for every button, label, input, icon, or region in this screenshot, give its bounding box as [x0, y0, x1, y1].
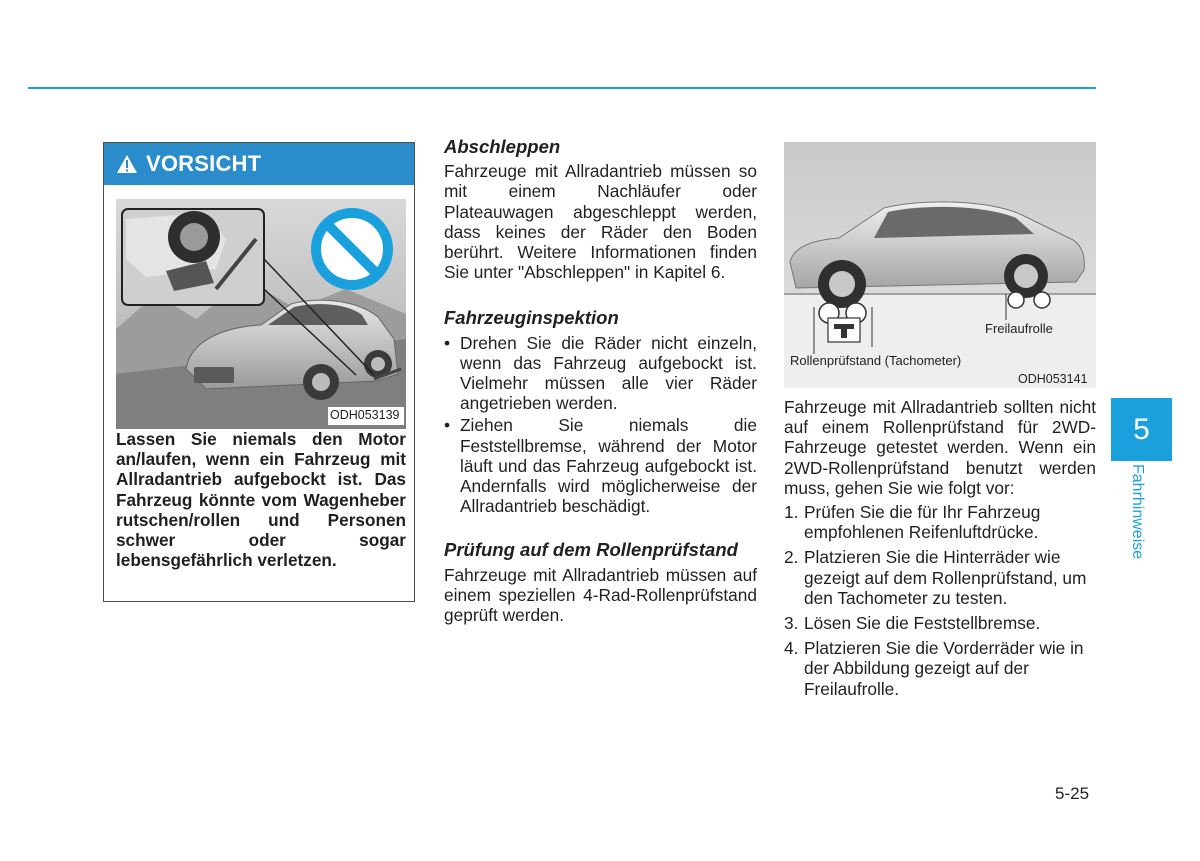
warning-title: VORSICHT: [146, 151, 262, 176]
figure-code: ODH053141: [1018, 372, 1088, 386]
list-item: 4. Platzieren Sie die Vorderräder wie in der Abbildung gezeigt auf der Freilaufrolle.: [784, 638, 1084, 699]
list-item: 3. Lösen Sie die Feststellbremse.: [784, 613, 1041, 634]
towing-heading: Abschleppen: [444, 136, 561, 157]
middle-column: [444, 137, 757, 625]
dyno-heading: Prüfung auf dem Rollenprüfstand: [444, 539, 738, 561]
warning-header: [104, 143, 414, 185]
steps-list: [784, 502, 1096, 699]
jacked-car-illustration: [116, 199, 406, 429]
list-item: 1. Prüfen Sie die für Ihr Fahrzeug empfohlenen Reifenluftdrücke.: [784, 502, 1041, 543]
list-item: • Ziehen Sie niemals die Feststellbremse, während der Motor läuft und das Fahrzeug aufgebockt ist. Andernfalls wird möglicherweise der Allradantrieb beschädigt.: [444, 415, 757, 516]
dyno-label: Rollenprüfstand (Tachometer): [790, 353, 962, 368]
inspection-list: [444, 333, 757, 517]
freewheel-label: Freilaufrolle: [985, 321, 1053, 336]
image-code: ODH053139: [330, 408, 400, 422]
towing-text: Fahrzeuge mit Allradantrieb müssen so mit einem Nachläufer oder Plateauwagen abgeschleppt werden, dass keines der Räder den Boden berührt. Weitere Informationen finden Sie unter "Abschleppen" in Kapitel 6.: [444, 161, 757, 283]
page-number: 5-25: [1055, 784, 1090, 803]
dyno-text: Fahrzeuge mit Allradantrieb müssen auf einem speziellen 4-Rad-Rollenprüfstand geprüft werden.: [444, 564, 757, 626]
right-column: [784, 397, 1096, 704]
list-item: 2. Platzieren Sie die Hinterräder wie gezeigt auf dem Rollenprüfstand, um den Tachometer zu testen.: [784, 547, 1087, 608]
chapter-tab: 5: [1111, 398, 1172, 461]
header-rule: [28, 87, 1096, 89]
dyno-intro: Fahrzeuge mit Allradantrieb sollten nicht auf einem Rollenprüfstand für 2WD-Fahrzeuge getestet werden. Wenn ein 2WD-Rollenprüfstand benutzt werden muss, gehen Sie wie folgt vor:: [784, 397, 1096, 498]
list-item: • Drehen Sie die Räder nicht einzeln, wenn das Fahrzeug aufgebockt ist. Vielmehr müssen alle vier Räder angetrieben werden.: [444, 333, 757, 414]
warning-text: Lassen Sie niemals den Motor an/laufen, wenn ein Fahrzeug mit Allradantrieb aufgebockt ist. Das Fahrzeug könnte vom Wagenheber rutschen/rollen und Personen schwer oder sogar lebensgefährlich verletzen.: [116, 429, 406, 571]
dynamometer-illustration: [784, 142, 1096, 388]
inspection-heading: Fahrzeuginspektion: [444, 307, 619, 329]
warning-triangle-icon: [116, 154, 138, 174]
warning-box: [103, 142, 415, 602]
chapter-label: Fahrhinweise: [1129, 464, 1146, 560]
